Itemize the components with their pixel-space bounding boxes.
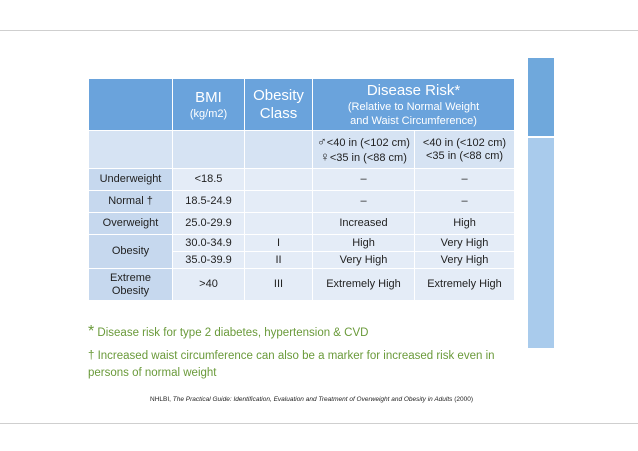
footnote-waist: † Increased waist circumference can also be a marker for increased risk even in persons of normal weight [88, 350, 495, 379]
risk1-overweight: Increased [313, 213, 415, 235]
row-label-overweight: Overweight [89, 213, 173, 235]
sub-empty-1 [89, 131, 173, 169]
header-class-label: Class [259, 104, 298, 122]
header-bmi-label: BMI [195, 88, 222, 106]
table-row [89, 269, 515, 301]
bottom-rule [0, 423, 638, 424]
bmi-normal: 18.5-24.9 [173, 191, 245, 213]
risk1-obesity-1: High [313, 235, 415, 252]
citation [150, 396, 473, 403]
table-row [89, 169, 515, 191]
sub-empty-2 [173, 131, 245, 169]
male-symbol-icon: ♂ [317, 133, 327, 149]
row-label-extreme [89, 269, 173, 301]
class-overweight [245, 213, 313, 235]
table-row [89, 213, 515, 235]
citation-suffix: (2000) [452, 396, 474, 403]
bmi-obesity-2: 35.0-39.9 [173, 252, 245, 269]
header-bmi [173, 79, 245, 131]
sub-waist-low-line2: <35 in (<88 cm) [329, 151, 407, 164]
risk1-obesity-2: Very High [313, 252, 415, 269]
risk1-underweight: – [313, 169, 415, 191]
footnote-star: * [88, 323, 95, 340]
header-disease-risk [313, 79, 515, 131]
header-obesity-class [245, 79, 313, 131]
class-extreme: III [245, 269, 313, 301]
class-obesity-2: II [245, 252, 313, 269]
sub-waist-high-line1: <40 in (<102 cm) [422, 136, 507, 149]
risk1-extreme: Extremely High [313, 269, 415, 301]
row-label-extreme-1: Extreme [110, 271, 151, 284]
disease-risk-table [88, 78, 515, 301]
risk2-extreme: Extremely High [415, 269, 515, 301]
sub-empty-3 [245, 131, 313, 169]
class-normal [245, 191, 313, 213]
row-label-underweight: Underweight [89, 169, 173, 191]
header-risk-title: Disease Risk* [366, 81, 461, 99]
table-row [89, 235, 515, 252]
sub-waist-low [313, 131, 415, 169]
table-row [89, 191, 515, 213]
row-label-normal: Normal † [89, 191, 173, 213]
bmi-overweight: 25.0-29.9 [173, 213, 245, 235]
class-obesity-1: I [245, 235, 313, 252]
sub-waist-high [415, 131, 515, 169]
row-label-extreme-2: Obesity [111, 284, 150, 297]
bmi-obesity-1: 30.0-34.9 [173, 235, 245, 252]
header-obesity-label: Obesity [253, 86, 304, 104]
risk2-obesity-1: Very High [415, 235, 515, 252]
header-bmi-unit: (kg/m2) [189, 107, 228, 120]
risk1-normal: – [313, 191, 415, 213]
header-risk-sub1: (Relative to Normal Weight [347, 100, 480, 113]
risk2-obesity-2: Very High [415, 252, 515, 269]
sub-waist-high-line2: <35 in (<88 cm) [425, 149, 504, 162]
bmi-underweight: <18.5 [173, 169, 245, 191]
bmi-extreme: >40 [173, 269, 245, 301]
female-symbol-icon: ♀ [320, 148, 330, 164]
accent-bar-bottom [528, 138, 554, 348]
risk2-normal: – [415, 191, 515, 213]
citation-title: The Practical Guide: Identification, Evaluation and Treatment of Overweight and Obesity in Adults [172, 396, 453, 403]
footnote-risk-text: Disease risk for type 2 diabetes, hypertension & CVD [94, 327, 369, 339]
accent-bar-top [528, 58, 554, 136]
sub-waist-low-line1: <40 in (<102 cm) [326, 136, 410, 149]
row-label-obesity: Obesity [89, 235, 173, 269]
header-empty [89, 79, 173, 131]
header-risk-sub2: and Waist Circumference) [350, 114, 477, 127]
footnotes [88, 323, 518, 382]
footnote-risk [88, 323, 518, 342]
citation-prefix: NHLBI, [150, 396, 173, 403]
risk2-underweight: – [415, 169, 515, 191]
risk2-overweight: High [415, 213, 515, 235]
class-underweight [245, 169, 313, 191]
top-rule [0, 30, 638, 31]
